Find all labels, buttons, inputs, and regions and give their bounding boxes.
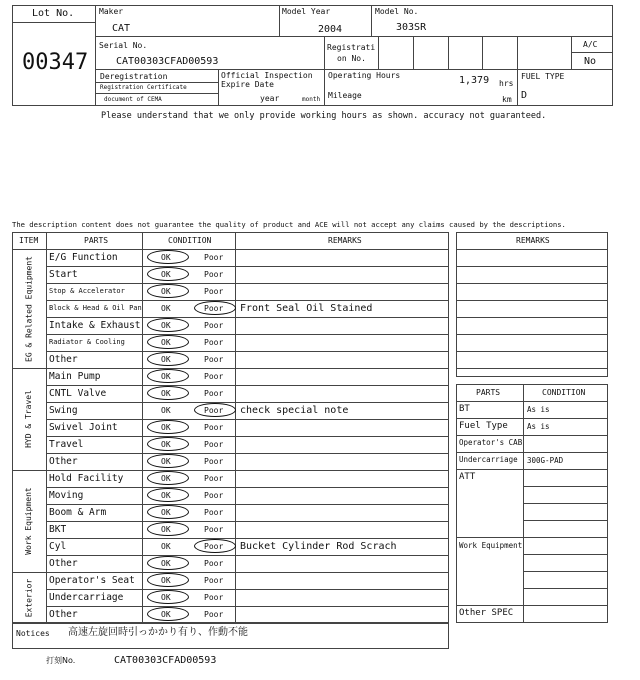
part-name: Hold Facility — [49, 473, 124, 484]
spec-condition: As is — [527, 405, 550, 414]
stamp-no-value: CAT00303CFAD00593 — [114, 655, 217, 666]
part-name: Swing — [49, 405, 78, 416]
ok-circle-mark — [147, 386, 189, 400]
cema-label: document of CEMA — [104, 96, 162, 103]
spec-part: Work Equipment — [459, 541, 523, 550]
condition-ok: OK — [161, 559, 171, 568]
remark-text: check special note — [240, 405, 349, 416]
col-remarks-header: REMARKS — [328, 236, 362, 245]
remark-text: Front Seal Oil Stained — [240, 303, 373, 314]
condition-poor: Poor — [204, 593, 224, 602]
condition-poor: Poor — [204, 321, 224, 330]
poor-circle-mark — [194, 403, 236, 417]
part-name: Other — [49, 609, 78, 620]
ok-circle-mark — [147, 420, 189, 434]
spec-part: BT — [459, 404, 470, 414]
table-row — [46, 572, 449, 589]
ok-circle-mark — [147, 607, 189, 621]
table-row — [46, 419, 449, 436]
part-name: Main Pump — [49, 371, 101, 382]
condition-ok: OK — [161, 440, 171, 449]
ok-circle-mark — [147, 352, 189, 366]
condition-ok: OK — [161, 355, 171, 364]
ok-circle-mark — [147, 437, 189, 451]
condition-poor: Poor — [204, 525, 224, 534]
part-name: Travel — [49, 439, 84, 450]
operating-hours-label: Operating Hours — [328, 71, 401, 80]
part-name: Boom & Arm — [49, 507, 107, 518]
remark-text: Bucket Cylinder Rod Scrach — [240, 541, 397, 552]
condition-ok: OK — [161, 321, 171, 330]
table-row — [46, 453, 449, 470]
group-label: HYD & Travel — [24, 390, 33, 448]
ok-circle-mark — [147, 335, 189, 349]
condition-poor: Poor — [204, 474, 224, 483]
condition-poor: Poor — [204, 457, 224, 466]
condition-ok: OK — [161, 253, 171, 262]
table-row — [46, 589, 449, 606]
stamp-no-label: 打刻No. — [46, 656, 76, 665]
reg-cert-label: Registration Certificate — [100, 84, 187, 91]
maker-label: Maker — [99, 7, 124, 16]
part-name: Cyl — [49, 541, 67, 552]
right-parts-header: PARTS — [476, 388, 501, 397]
part-name: BKT — [49, 524, 67, 535]
condition-poor: Poor — [204, 406, 224, 415]
group-label: Work Equipment — [24, 487, 33, 555]
table-row — [46, 385, 449, 402]
condition-ok: OK — [161, 508, 171, 517]
ok-circle-mark — [147, 267, 189, 281]
table-row — [46, 402, 449, 419]
condition-ok: OK — [161, 457, 171, 466]
part-name: Swivel Joint — [49, 422, 118, 433]
table-row — [46, 436, 449, 453]
part-name: Block & Head & Oil Pan — [49, 304, 142, 312]
table-row — [46, 470, 449, 487]
part-name: Other — [49, 456, 78, 467]
disclaimer-text: The description content does not guarantee the quality of product and ACE will not accept any claims caused by the descriptions. — [12, 220, 566, 229]
poor-circle-mark — [194, 539, 236, 553]
ok-circle-mark — [147, 488, 189, 502]
table-row — [46, 504, 449, 521]
model-no-value: 303SR — [396, 22, 427, 33]
part-name: Radiator & Cooling — [49, 338, 125, 346]
condition-poor: Poor — [204, 559, 224, 568]
condition-ok: OK — [161, 610, 171, 619]
spec-condition: 300G-PAD — [527, 456, 564, 465]
condition-ok: OK — [161, 287, 171, 296]
condition-ok: OK — [161, 304, 171, 313]
condition-poor: Poor — [204, 389, 224, 398]
condition-poor: Poor — [204, 610, 224, 619]
table-row — [46, 249, 449, 266]
condition-poor: Poor — [204, 542, 224, 551]
right-condition-header: CONDITION — [542, 388, 586, 397]
condition-ok: OK — [161, 576, 171, 585]
table-row — [46, 283, 449, 300]
model-no-label: Model No. — [375, 7, 419, 16]
poor-circle-mark — [194, 301, 236, 315]
ok-circle-mark — [147, 556, 189, 570]
part-name: Stop & Accelerator — [49, 287, 125, 295]
condition-poor: Poor — [204, 304, 224, 313]
col-condition-header: CONDITION — [168, 236, 212, 245]
ok-circle-mark — [147, 454, 189, 468]
table-row — [46, 317, 449, 334]
condition-ok: OK — [161, 423, 171, 432]
condition-ok: OK — [161, 593, 171, 602]
lot-label: Lot No. — [32, 8, 75, 19]
operating-hours-value: 1,379 — [459, 75, 490, 86]
spec-part: Other SPEC — [459, 608, 514, 618]
lot-value: 00347 — [22, 50, 89, 75]
model-year-value: 2004 — [318, 24, 343, 35]
table-row — [46, 606, 449, 623]
group-label: EG & Related Equipment — [24, 255, 33, 362]
notices-label: Notices — [16, 629, 50, 638]
ok-circle-mark — [147, 284, 189, 298]
spec-part: Operator's CAB — [459, 438, 523, 447]
group-label: Exterior — [24, 578, 33, 617]
table-row — [46, 521, 449, 538]
ok-circle-mark — [147, 471, 189, 485]
spec-part: Undercarriage — [459, 455, 518, 464]
ok-circle-mark — [147, 590, 189, 604]
condition-ok: OK — [161, 372, 171, 381]
part-name: Start — [49, 269, 78, 280]
condition-ok: OK — [161, 389, 171, 398]
condition-poor: Poor — [204, 355, 224, 364]
ok-circle-mark — [147, 573, 189, 587]
table-row — [46, 538, 449, 555]
condition-ok: OK — [161, 270, 171, 279]
col-item-header: ITEM — [19, 236, 39, 245]
fuel-type-label: FUEL TYPE — [521, 72, 565, 81]
hours-note: Please understand that we only provide working hours as shown. accuracy not guaranteed. — [101, 111, 547, 121]
dereg-label: Deregistration — [100, 72, 168, 81]
condition-ok: OK — [161, 542, 171, 551]
hrs-unit: hrs — [499, 79, 514, 88]
table-row — [46, 351, 449, 368]
condition-poor: Poor — [204, 440, 224, 449]
condition-poor: Poor — [204, 253, 224, 262]
part-name: Other — [49, 354, 78, 365]
condition-poor: Poor — [204, 270, 224, 279]
serial-value: CAT00303CFAD00593 — [116, 56, 219, 67]
inspection-label-1: Official Inspection — [221, 71, 313, 80]
registration-label-2: on No. — [337, 54, 366, 63]
spec-part: ATT — [459, 472, 476, 482]
serial-label: Serial No. — [99, 41, 148, 50]
condition-poor: Poor — [204, 491, 224, 500]
year-label: year — [260, 94, 280, 103]
km-unit: km — [502, 95, 512, 104]
condition-ok: OK — [161, 406, 171, 415]
ok-circle-mark — [147, 250, 189, 264]
inspection-label-2: Expire Date — [221, 80, 274, 89]
part-name: CNTL Valve — [49, 388, 107, 399]
col-parts-header: PARTS — [84, 236, 109, 245]
condition-poor: Poor — [204, 287, 224, 296]
fuel-type-value: D — [521, 90, 528, 101]
ok-circle-mark — [147, 522, 189, 536]
registration-label-1: Registrati — [327, 43, 376, 52]
table-row — [46, 555, 449, 572]
table-row — [46, 334, 449, 351]
model-year-label: Model Year — [282, 7, 331, 16]
condition-ok: OK — [161, 474, 171, 483]
ok-circle-mark — [147, 369, 189, 383]
condition-ok: OK — [161, 491, 171, 500]
month-label: month — [302, 96, 321, 103]
spec-condition: As is — [527, 422, 550, 431]
condition-poor: Poor — [204, 508, 224, 517]
maker-value: CAT — [112, 23, 131, 34]
part-name: Intake & Exhaust — [49, 320, 141, 331]
mileage-label: Mileage — [328, 91, 362, 100]
condition-poor: Poor — [204, 338, 224, 347]
part-name: Moving — [49, 490, 84, 501]
table-row — [46, 487, 449, 504]
ok-circle-mark — [147, 318, 189, 332]
table-row — [46, 266, 449, 283]
ac-label: A/C — [583, 40, 598, 49]
condition-ok: OK — [161, 338, 171, 347]
part-name: Other — [49, 558, 78, 569]
table-row — [46, 300, 449, 317]
condition-poor: Poor — [204, 423, 224, 432]
condition-poor: Poor — [204, 372, 224, 381]
part-name: Operator's Seat — [49, 575, 135, 586]
part-name: Undercarriage — [49, 592, 124, 603]
notices-text: 高速左旋回時引っかかり有り、作動不能 — [68, 627, 248, 638]
ac-value: No — [584, 56, 597, 67]
condition-ok: OK — [161, 525, 171, 534]
table-row — [46, 368, 449, 385]
part-name: E/G Function — [49, 252, 118, 263]
ok-circle-mark — [147, 505, 189, 519]
right-remarks-header: REMARKS — [516, 236, 550, 245]
spec-part: Fuel Type — [459, 421, 508, 431]
condition-poor: Poor — [204, 576, 224, 585]
